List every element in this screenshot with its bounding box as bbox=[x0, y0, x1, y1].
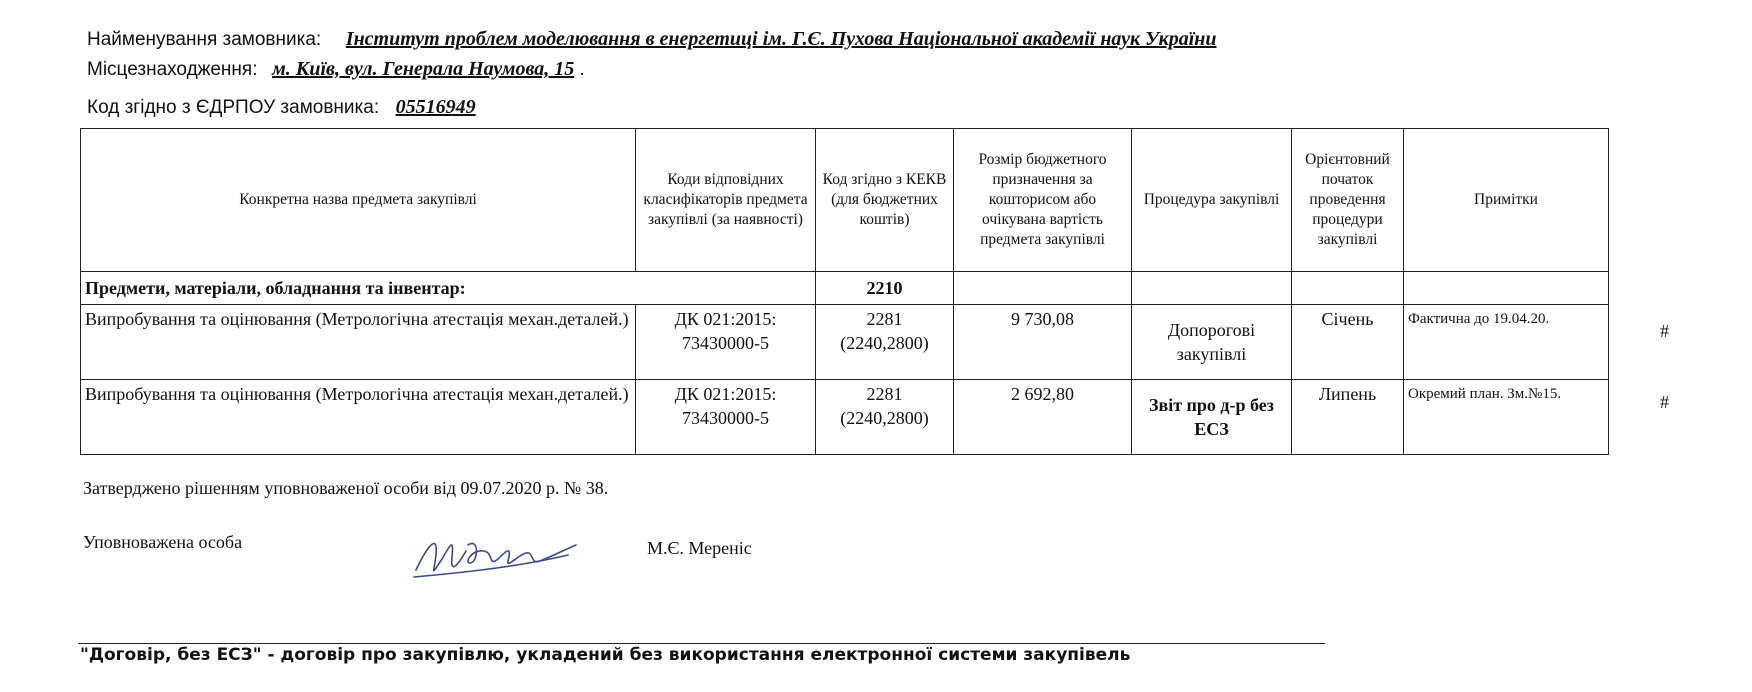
code-line: ДК 021:2015: bbox=[674, 309, 777, 329]
customer-value: Інститут проблем моделювання в енергетиці ім. Г.Є. Пухова Національної академії наук України bbox=[345, 28, 1217, 50]
handwritten-signature bbox=[408, 515, 583, 585]
kekv-line: 2281 bbox=[866, 309, 903, 329]
col-header-budget: Розмір бюджетного призначення за кошторисом або очікувана вартість предмета закупівлі bbox=[954, 129, 1132, 272]
edrpou-label: Код згідно з ЄДРПОУ замовника: bbox=[87, 97, 380, 118]
item-kekv bbox=[816, 380, 954, 455]
approval-statement: Затверджено рішенням уповноваженої особи від 09.07.2020 р. № 38. bbox=[83, 478, 609, 498]
kekv-line: (2240,2800) bbox=[840, 408, 929, 428]
table-header-row bbox=[81, 129, 1609, 272]
row-marker: # bbox=[1660, 392, 1669, 412]
category-empty-cell bbox=[1292, 272, 1404, 305]
item-amount: 9 730,08 bbox=[954, 305, 1132, 380]
item-kekv bbox=[816, 305, 954, 380]
edrpou-value: 05516949 bbox=[395, 96, 476, 118]
category-kekv: 2210 bbox=[816, 272, 954, 305]
item-procedure: Звіт про д-р без ЕСЗ bbox=[1132, 380, 1292, 455]
table-row bbox=[81, 380, 1609, 455]
item-classifier-code bbox=[636, 380, 816, 455]
category-empty-cell bbox=[954, 272, 1132, 305]
item-name: Випробування та оцінювання (Метрологічна атестація механ.деталей.) bbox=[81, 380, 636, 455]
code-line: 73430000-5 bbox=[682, 333, 769, 353]
item-start: Січень bbox=[1292, 305, 1404, 380]
location-suffix: . bbox=[579, 59, 585, 80]
category-label: Предмети, матеріали, обладнання та інвентар: bbox=[81, 272, 816, 305]
row-marker: # bbox=[1660, 321, 1669, 341]
col-header-procedure: Процедура закупівлі bbox=[1132, 129, 1292, 272]
code-line: ДК 021:2015: bbox=[674, 384, 777, 404]
signer-name: М.Є. Мереніс bbox=[647, 538, 752, 558]
item-amount: 2 692,80 bbox=[954, 380, 1132, 455]
code-line: 73430000-5 bbox=[682, 408, 769, 428]
category-row bbox=[81, 272, 1609, 305]
location-value: м. Київ, вул. Генерала Наумова, 15 bbox=[272, 58, 575, 80]
location-line bbox=[87, 58, 585, 81]
table-row bbox=[81, 305, 1609, 380]
location-label: Місцезнаходження: bbox=[87, 59, 258, 80]
col-header-start: Орієнтовний початок проведення процедури закупівлі bbox=[1292, 129, 1404, 272]
item-name: Випробування та оцінювання (Метрологічна атестація механ.деталей.) bbox=[81, 305, 636, 380]
item-note: Окремий план. Зм.№15. bbox=[1404, 380, 1609, 455]
item-procedure: Допорогові закупівлі bbox=[1132, 305, 1292, 380]
item-start: Липень bbox=[1292, 380, 1404, 455]
procurement-table bbox=[80, 128, 1609, 455]
col-header-classifier-codes: Коди відповідних класифікаторів предмета закупівлі (за наявності) bbox=[636, 129, 816, 272]
customer-label: Найменування замовника: bbox=[87, 29, 322, 50]
edrpou-line bbox=[87, 96, 476, 119]
category-empty-cell bbox=[1404, 272, 1609, 305]
item-note: Фактична до 19.04.20. bbox=[1404, 305, 1609, 380]
footnote-divider bbox=[78, 643, 1325, 644]
kekv-line: (2240,2800) bbox=[840, 333, 929, 353]
signer-label: Уповноважена особа bbox=[83, 532, 243, 552]
col-header-notes: Примітки bbox=[1404, 129, 1609, 272]
col-header-kekv: Код згідно з КЕКВ (для бюджетних коштів) bbox=[816, 129, 954, 272]
customer-line bbox=[87, 28, 1217, 51]
col-header-item-name: Конкретна назва предмета закупівлі bbox=[81, 129, 636, 272]
item-classifier-code bbox=[636, 305, 816, 380]
kekv-line: 2281 bbox=[866, 384, 903, 404]
footnote: "Договір, без ЕСЗ" - договір про закупівлю, укладений без використання електронної системи закупівель bbox=[80, 645, 1131, 665]
category-empty-cell bbox=[1132, 272, 1292, 305]
